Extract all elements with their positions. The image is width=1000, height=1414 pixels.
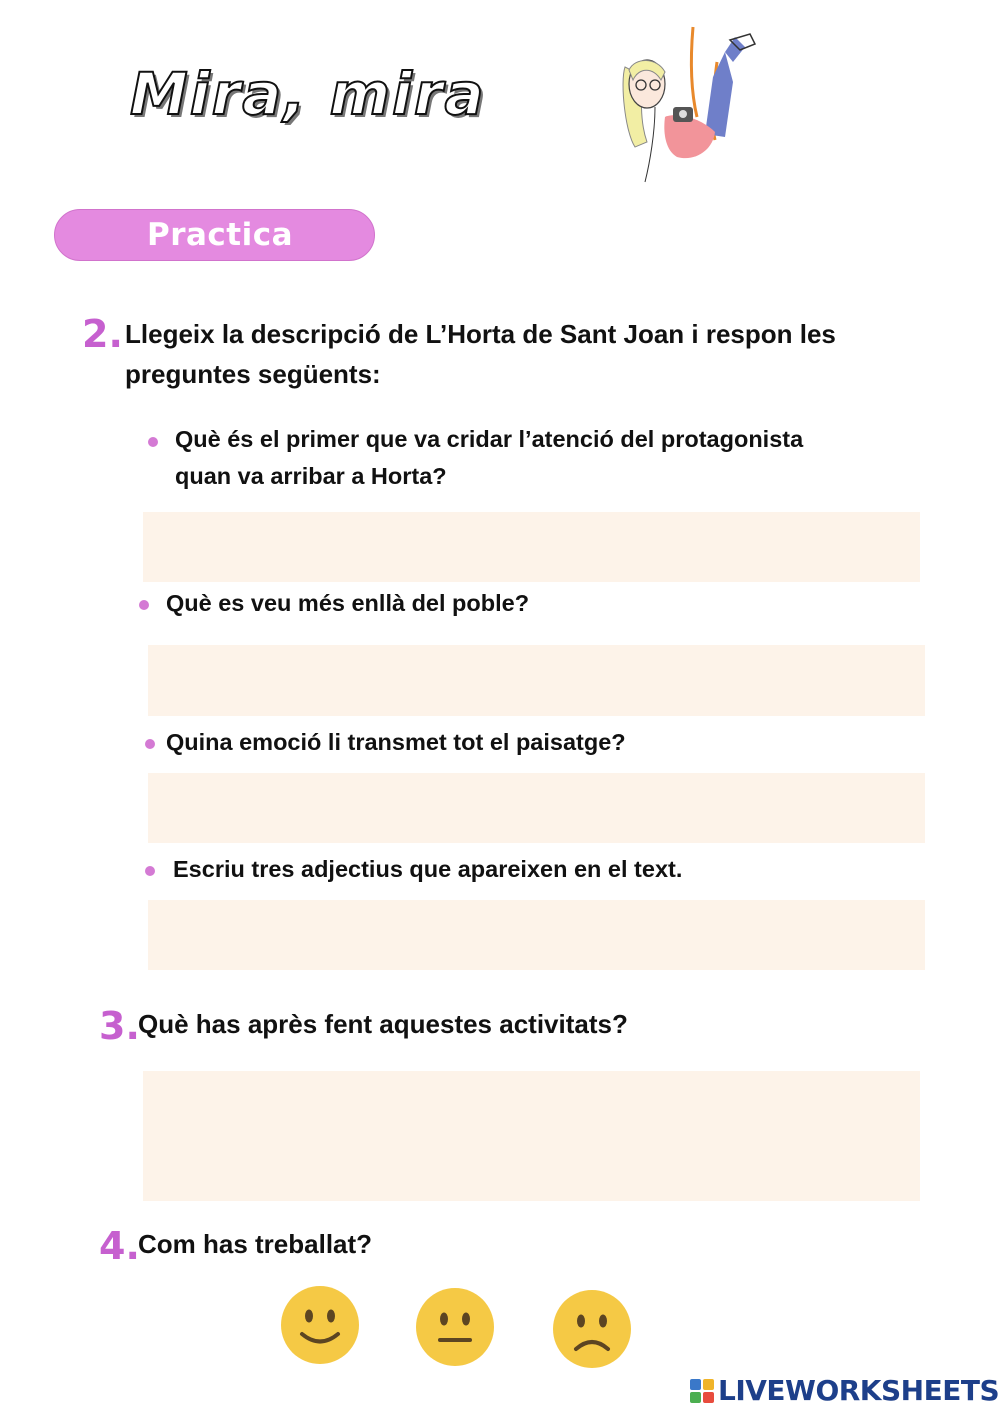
sad-face-icon[interactable] (552, 1289, 632, 1369)
answer-box-3[interactable] (148, 773, 925, 843)
question-4-number: 4. (99, 1224, 140, 1268)
question-2-line-1: Llegeix la descripció de L’Horta de Sant Joan i respon les (125, 319, 836, 349)
subquestion-2-text: Què es veu més enllà del poble? (166, 590, 530, 616)
liveworksheets-brand-text: LIVEWORKSHEETS (718, 1374, 1000, 1407)
bullet-icon (139, 600, 149, 610)
neutral-face-icon[interactable] (415, 1287, 495, 1367)
question-4-text: Com has treballat? (138, 1229, 373, 1259)
liveworksheets-logo-icon (690, 1379, 714, 1403)
subquestion-3-text: Quina emoció li transmet tot el paisatge? (166, 729, 626, 755)
question-2-number: 2. (82, 312, 123, 356)
subquestion-1-line-1: Què és el primer que va cridar l’atenció del protagonista (175, 426, 804, 452)
question-3-number: 3. (99, 1004, 140, 1048)
subquestion-4-text: Escriu tres adjectius que apareixen en el text. (173, 856, 683, 882)
bullet-icon (145, 866, 155, 876)
girl-with-camera-illustration (605, 22, 775, 187)
answer-box-2[interactable] (148, 645, 925, 716)
question-2-line-2: preguntes següents: (125, 359, 381, 389)
question-3-text: Què has après fent aquestes activitats? (138, 1009, 628, 1039)
bullet-icon (148, 437, 158, 447)
answer-box-1[interactable] (143, 512, 920, 582)
bullet-icon (145, 739, 155, 749)
answer-box-4[interactable] (148, 900, 925, 970)
worksheet-title: Mira, mira (130, 60, 486, 128)
practica-badge (54, 209, 375, 261)
practica-label: Practica (147, 217, 294, 253)
answer-box-5[interactable] (143, 1071, 920, 1201)
subquestion-1-line-2: quan va arribar a Horta? (175, 463, 447, 489)
happy-face-icon[interactable] (280, 1285, 360, 1365)
